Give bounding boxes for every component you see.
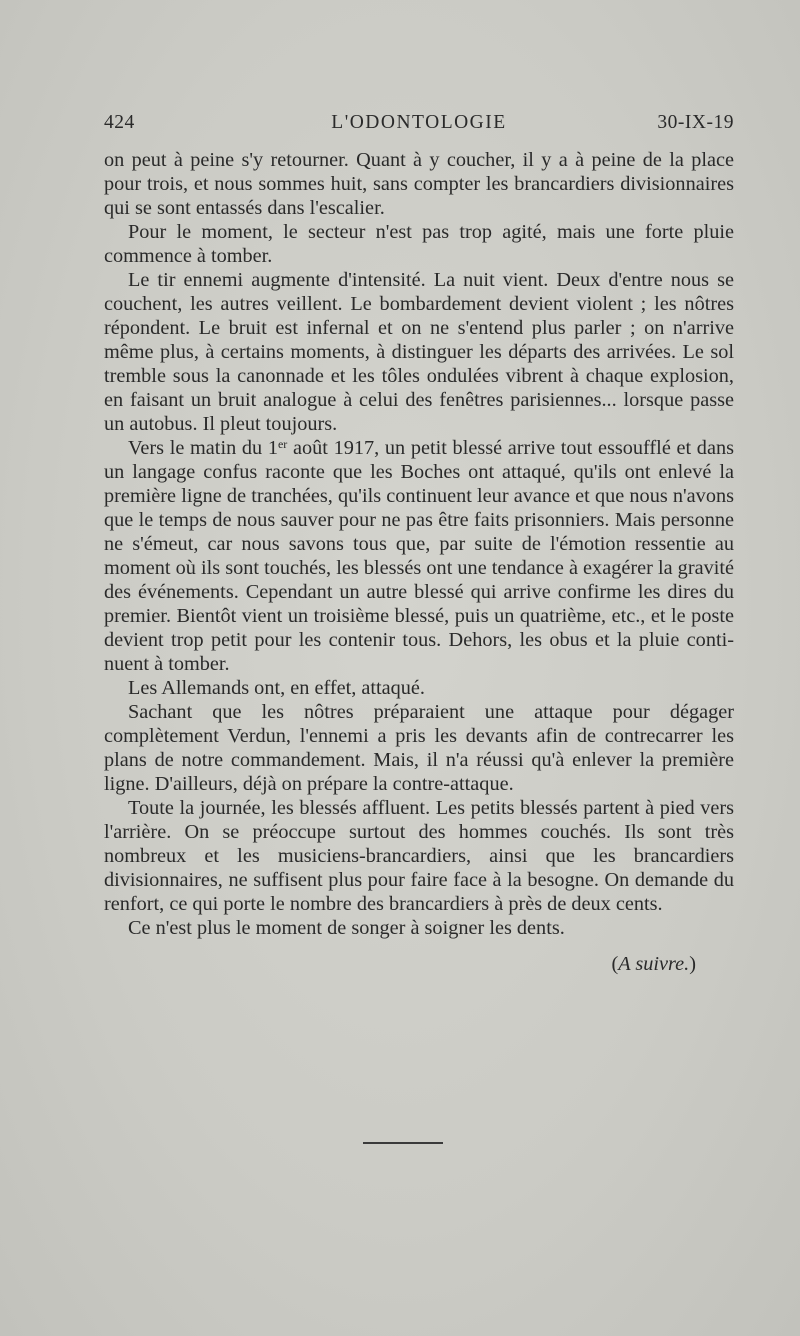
paragraph-8: Ce n'est plus le moment de songer à soigner les dents. — [128, 917, 565, 939]
paragraph-7: Toute la journée, les blessés affluent. Les petits blessés partent à pied vers l'arrière. On se préoccupe surtout des hommes couchés. Ils sont très nombreux et les musiciens-brancardiers, ainsi que les brancardiers divisionnaires, ne suffisent plus pour faire face à la besogne. On demande du renfort, ce qui porte le nombre des brancardiers à près de deux cents. — [104, 797, 734, 915]
paragraph-2: Pour le moment, le secteur n'est pas trop agité, mais une forte pluie commence à tomber. — [104, 221, 734, 267]
paragraph-4-rest: août 1917, un petit blessé arrive tout essoufflé et dans un langage confus raconte que les Boches ont attaqué, qu'ils ont enlevé la première ligne de tranchées, qu'ils continuent leur avance et que nous n'avons que le temps de nous sauver pour ne pas être faits prisonniers. Mais personne ne s'émeut, car nous savons tous que, par suite de l'émotion ressentie au moment où ils sont touchés, les blessés ont une tendance à exagérer la gravité des événements. Cependant un autre blessé qui arrive confirme les dires du premier. Bientôt vient un troisième blessé, puis un quatrième, etc., et le poste devient trop petit pour les contenir tous. Dehors, les obus et la pluie continuent à tomber. — [104, 437, 734, 675]
to-be-continued-note — [104, 952, 734, 976]
paragraph-4 — [104, 436, 734, 676]
paragraph-3: Le tir ennemi augmente d'intensité. La nuit vient. Deux d'entre nous se couchent, les autres veillent. Le bombardement devient violent ; les nôtres répondent. Le bruit est infernal et on ne s'entend plus parler ; on n'arrive même plus, à certains moments, à distinguer les départs des arrivées. Le sol tremble sous la canonnade et les tôles ondulées vibrent à chaque explosion, en faisant un bruit analogue à celui des fenêtres parisiennes... lorsque passe un autobus. Il pleut toujours. — [104, 269, 734, 435]
running-head — [104, 112, 734, 140]
note-close-paren: ) — [689, 953, 696, 975]
journal-title: L'ODONTOLOGIE — [331, 112, 507, 133]
paragraph-1: on peut à peine s'y retourner. Quant à y coucher, il y a à peine de la place pour trois, et nous sommes huit, sans compter les brancardiers divisionnaires qui se sont entassés dans l'escalier. — [104, 149, 734, 219]
paragraph-4-start: Vers le matin du 1 — [128, 437, 278, 459]
ordinal-superscript: er — [277, 437, 288, 451]
paragraph-5: Les Allemands ont, en effet, attaqué. — [128, 677, 425, 699]
issue-date: 30-IX-19 — [657, 112, 734, 133]
note-text: A suivre. — [618, 953, 690, 975]
end-rule — [363, 1142, 443, 1144]
note-open-paren: ( — [611, 953, 619, 975]
article-body — [104, 148, 734, 976]
paragraph-6: Sachant que les nôtres préparaient une attaque pour dégager complètement Verdun, l'ennemi a pris les devants afin de contrecarrer les plans de notre commandement. Mais, il n'a réussi qu'à enlever la première ligne. D'ailleurs, déjà on prépare la contre-attaque. — [104, 701, 734, 795]
page-number: 424 — [104, 112, 135, 133]
